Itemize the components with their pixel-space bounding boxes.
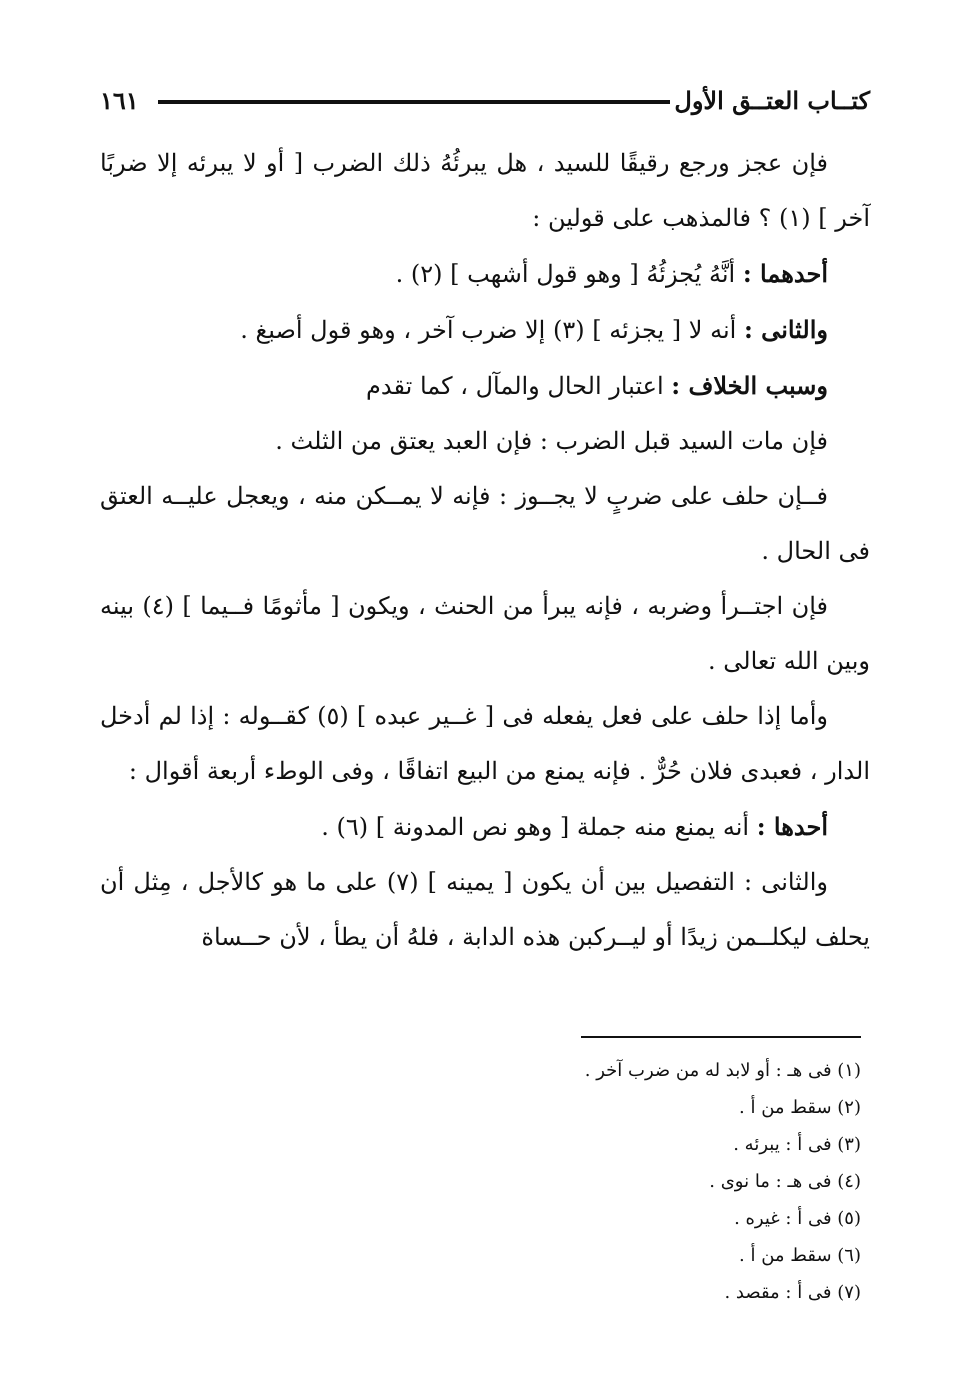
header-rule: [158, 100, 670, 104]
footnote: (٢) سقط من أ .: [739, 1097, 861, 1118]
paragraph: [100, 246, 870, 302]
paragraph: [100, 302, 870, 358]
page-number: ١٦١: [100, 86, 139, 115]
paragraph-lead: أحدها :: [756, 812, 828, 841]
footnote: (٧) فى أ : مقصد .: [724, 1282, 861, 1303]
paragraph: [100, 689, 870, 799]
paragraph: [100, 358, 870, 414]
paragraph-text: فــإن حلف على ضربٍ لا يجــوز : فإنه لا يمــكن منه ، ويعجل عليــه العتق فى الحال .: [100, 482, 870, 565]
paragraph: [100, 469, 870, 579]
paragraph-lead: والثانى :: [743, 315, 828, 344]
paragraph-text: وأما إذا حلف على فعل يفعله فى [ غــير عبده ] (٥) كقــوله : إذا لم أدخل الدار ، فعبدى فلان حُرٌّ . فإنه يمنع من البيع اتفاقًا ، وفى الوطء أربعة أقوال :: [100, 702, 870, 785]
footnote: (١) فى هـ : أو لابد له من ضرب آخر .: [584, 1060, 861, 1081]
paragraph-lead: وسبب الخلاف :: [671, 371, 828, 400]
paragraph-lead: أحدهما :: [742, 259, 828, 288]
footnote-separator: [581, 1036, 861, 1038]
footnote: (٣) فى أ : يبرئه .: [733, 1134, 861, 1155]
paragraph-text: أنه لا [ يجزئه ] (٣) إلا ضرب آخر ، وهو قول أصبغ .: [240, 316, 744, 344]
paragraph: [100, 136, 870, 246]
paragraph: [100, 799, 870, 855]
paragraph-text: فإن مات السيد قبل الضرب : فإن العبد يعتق من الثلث .: [275, 427, 828, 455]
paragraph-text: أنه يمنع منه جملة [ وهو نص المدونة ] (٦) .: [321, 813, 757, 841]
main-text: [100, 136, 870, 965]
running-title: كتــاب العتــق الأول: [674, 86, 870, 115]
footnote: (٤) فى هـ : ما نوى .: [709, 1171, 861, 1192]
footnote: (٥) فى أ : غيره .: [734, 1208, 861, 1229]
paragraph-text: فإن اجتــرأ وضربه ، فإنه يبرأ من الحنث ، ويكون [ مأثومًا فــيما ] (٤) بينه وبين الله تعالى .: [100, 592, 870, 675]
paragraph-text: أنَّهُ يُجزئُهُ [ وهو قول أشهب ] (٢) .: [395, 260, 743, 288]
paragraph: [100, 414, 870, 469]
footnote: (٦) سقط من أ .: [739, 1245, 861, 1266]
paragraph-text: فإن عجز ورجع رقيقًا للسيد ، هل يبرئُهُ ذلك الضرب [ أو لا يبرئه إلا ضربًا آخر ] (١) ؟ فالمذهب على قولين :: [100, 149, 870, 232]
paragraph: [100, 855, 870, 965]
paragraph-text: اعتبار الحال والمآل ، كما تقدم: [366, 372, 672, 400]
footnotes: [361, 1052, 861, 1311]
paragraph: [100, 579, 870, 689]
paragraph-text: والثانى : التفصيل بين أن يكون [ يمينه ] (٧) على ما هو كالأجل ، مِثل أن يحلف ليكلــمن زيدًا أو ليــركبن هذه الدابة ، فلهُ أن يطأ ، لأن حــساة: [100, 868, 870, 951]
running-header: [100, 78, 870, 118]
